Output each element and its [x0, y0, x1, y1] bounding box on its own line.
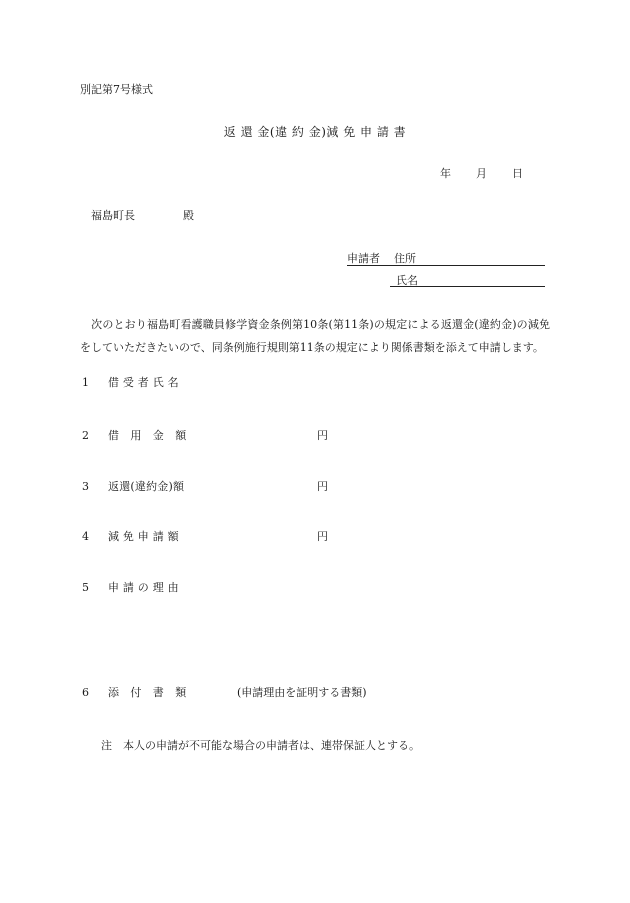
yen-unit: 円	[317, 530, 328, 543]
item-number: 5	[82, 581, 89, 594]
document-title: 返 還 金(違 約 金)減 免 申 請 書	[223, 125, 407, 139]
yen-unit: 円	[317, 429, 328, 442]
body-paragraph	[80, 313, 550, 359]
applicant-label: 申請者	[347, 252, 380, 265]
form-number: 別記第7号様式	[80, 83, 153, 96]
item-number: 4	[82, 530, 89, 543]
address-label: 住所	[394, 252, 416, 265]
date-month-label: 月	[476, 167, 487, 180]
yen-unit: 円	[317, 480, 328, 493]
item-number: 6	[82, 686, 89, 699]
addressee: 福島町長	[91, 209, 135, 222]
item-label-reason: 申 請 の 理 由	[108, 581, 179, 594]
date-year-label: 年	[440, 167, 451, 180]
item-label-borrower-name: 借 受 者 氏 名	[108, 376, 179, 389]
item-label-repayment-amount: 返還(違約金)額	[108, 480, 185, 493]
item-label-loan-amount: 借 用 金 額	[108, 429, 187, 442]
body-text: 次のとおり福島町看護職員修学資金条例第10条(第11条)の規定による返還金(違約金)の減免をしていただきたいので、同条例施行規則第11条の規定により関係書類を添えて申請します。	[80, 318, 550, 354]
item-number: 1	[82, 376, 89, 389]
date-day-label: 日	[512, 167, 523, 180]
item-number: 3	[82, 480, 89, 493]
attachment-note: (申請理由を証明する書類)	[237, 686, 367, 699]
item-label-attachments: 添 付 書 類	[108, 686, 187, 699]
footnote: 注 本人の申請が不可能な場合の申請者は、連帯保証人とする。	[101, 739, 420, 752]
item-label-exemption-amount: 減 免 申 請 額	[108, 530, 179, 543]
item-number: 2	[82, 429, 89, 442]
honorific: 殿	[183, 209, 194, 222]
address-field[interactable]	[347, 251, 545, 266]
name-label: 氏名	[396, 274, 418, 287]
